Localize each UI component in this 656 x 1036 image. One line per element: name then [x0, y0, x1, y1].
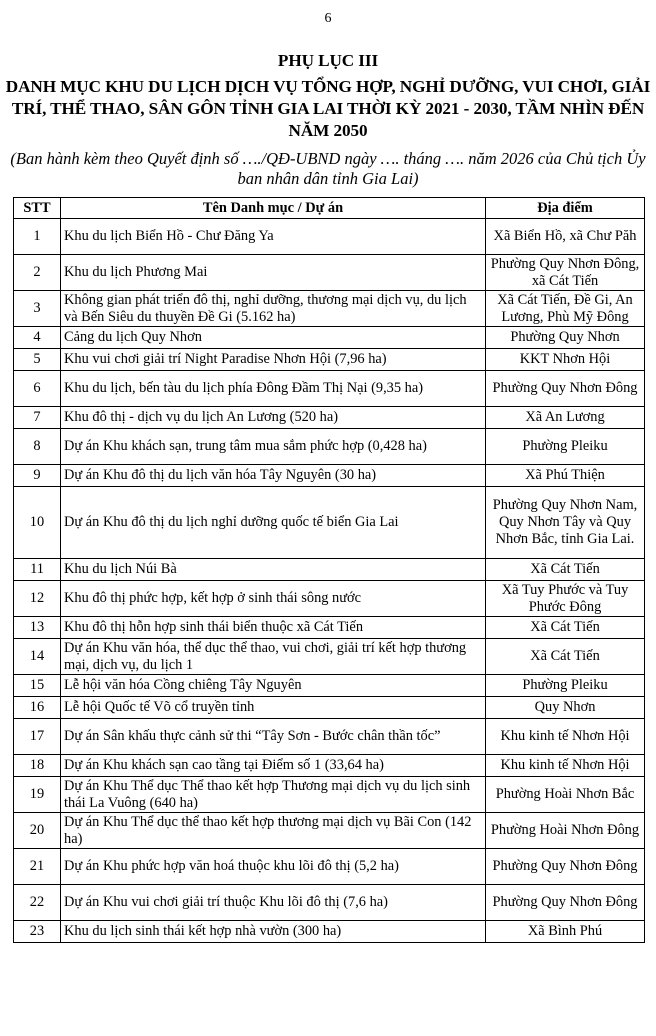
row-stt: 21 — [14, 849, 61, 885]
header-stt: STT — [14, 198, 61, 219]
table-row — [14, 639, 645, 675]
row-stt: 12 — [14, 581, 61, 617]
row-name: Dự án Khu Thể dục Thể thao kết hợp Thương mại dịch vụ du lịch sinh thái La Vuông (640 ha) — [61, 777, 486, 813]
row-name: Lễ hội Quốc tế Võ cổ truyền tỉnh — [61, 697, 486, 719]
row-name: Khu vui chơi giải trí Night Paradise Nhơn Hội (7,96 ha) — [61, 349, 486, 371]
table-row — [14, 255, 645, 291]
table-row — [14, 617, 645, 639]
table-row — [14, 487, 645, 559]
row-stt: 2 — [14, 255, 61, 291]
table-row — [14, 219, 645, 255]
row-stt: 20 — [14, 813, 61, 849]
row-location: Quy Nhơn — [486, 697, 645, 719]
table-row — [14, 465, 645, 487]
row-stt: 6 — [14, 371, 61, 407]
table-row — [14, 719, 645, 755]
row-location: Xã Phú Thiện — [486, 465, 645, 487]
row-stt: 13 — [14, 617, 61, 639]
table-header-row — [14, 198, 645, 219]
row-location: Xã Cát Tiến — [486, 639, 645, 675]
table-row — [14, 407, 645, 429]
row-name: Khu đô thị - dịch vụ du lịch An Lương (520 ha) — [61, 407, 486, 429]
project-table — [13, 197, 645, 943]
table-row — [14, 349, 645, 371]
row-stt: 4 — [14, 327, 61, 349]
row-location: Xã Biển Hồ, xã Chư Păh — [486, 219, 645, 255]
row-location: Phường Quy Nhơn Đông — [486, 885, 645, 921]
row-name: Dự án Khu khách sạn cao tầng tại Điểm số 1 (33,64 ha) — [61, 755, 486, 777]
row-name: Dự án Khu đô thị du lịch nghỉ dưỡng quốc tế biển Gia Lai — [61, 487, 486, 559]
row-location: KKT Nhơn Hội — [486, 349, 645, 371]
header-name: Tên Danh mục / Dự án — [61, 198, 486, 219]
table-row — [14, 291, 645, 327]
row-stt: 23 — [14, 921, 61, 943]
row-stt: 14 — [14, 639, 61, 675]
row-name: Không gian phát triển đô thị, nghỉ dưỡng, thương mại dịch vụ, du lịch và Bến Siêu du thuyền Đề Gi (5.162 ha) — [61, 291, 486, 327]
row-location: Xã Bình Phú — [486, 921, 645, 943]
row-location: Phường Pleiku — [486, 429, 645, 465]
row-stt: 3 — [14, 291, 61, 327]
row-stt: 22 — [14, 885, 61, 921]
row-location: Xã Tuy Phước và Tuy Phước Đông — [486, 581, 645, 617]
row-location: Phường Quy Nhơn Đông — [486, 849, 645, 885]
row-location: Phường Pleiku — [486, 675, 645, 697]
row-name: Dự án Khu đô thị du lịch văn hóa Tây Nguyên (30 ha) — [61, 465, 486, 487]
table-row — [14, 755, 645, 777]
row-name: Dự án Sân khấu thực cảnh sử thi “Tây Sơn - Bước chân thần tốc” — [61, 719, 486, 755]
row-location: Xã Cát Tiến — [486, 559, 645, 581]
row-stt: 15 — [14, 675, 61, 697]
row-stt: 18 — [14, 755, 61, 777]
row-stt: 19 — [14, 777, 61, 813]
table-row — [14, 327, 645, 349]
row-name: Dự án Khu vui chơi giải trí thuộc Khu lõi đô thị (7,6 ha) — [61, 885, 486, 921]
row-stt: 5 — [14, 349, 61, 371]
row-location: Phường Quy Nhơn Nam, Quy Nhơn Tây và Quy Nhơn Bắc, tỉnh Gia Lai. — [486, 487, 645, 559]
row-location: Xã Cát Tiến — [486, 617, 645, 639]
row-name: Dự án Khu khách sạn, trung tâm mua sắm phức hợp (0,428 ha) — [61, 429, 486, 465]
row-name: Khu du lịch Núi Bà — [61, 559, 486, 581]
row-location: Phường Quy Nhơn Đông, xã Cát Tiến — [486, 255, 645, 291]
row-name: Khu du lịch, bến tàu du lịch phía Đông Đầm Thị Nại (9,35 ha) — [61, 371, 486, 407]
row-location: Phường Quy Nhơn — [486, 327, 645, 349]
row-name: Dự án Khu văn hóa, thể dục thể thao, vui chơi, giải trí kết hợp thương mại, dịch vụ, du lịch 1 — [61, 639, 486, 675]
row-location: Phường Quy Nhơn Đông — [486, 371, 645, 407]
row-stt: 7 — [14, 407, 61, 429]
table-row — [14, 371, 645, 407]
row-stt: 17 — [14, 719, 61, 755]
appendix-heading: PHỤ LỤC III — [277, 51, 379, 70]
row-name: Lễ hội văn hóa Cồng chiêng Tây Nguyên — [61, 675, 486, 697]
document-subtitle: (Ban hành kèm theo Quyết định số …./QĐ-UBND ngày …. tháng …. năm 2026 của Chủ tịch Ủy ban nhân dân tỉnh Gia Lai) — [10, 149, 646, 188]
row-location: Khu kinh tế Nhơn Hội — [486, 719, 645, 755]
table-row — [14, 429, 645, 465]
table-row — [14, 559, 645, 581]
table-row — [14, 675, 645, 697]
table-row — [14, 697, 645, 719]
table-row — [14, 777, 645, 813]
header-location: Địa điểm — [486, 198, 645, 219]
row-location: Phường Hoài Nhơn Bắc — [486, 777, 645, 813]
row-location: Phường Hoài Nhơn Đông — [486, 813, 645, 849]
row-stt: 9 — [14, 465, 61, 487]
table-row — [14, 849, 645, 885]
row-name: Khu du lịch Biển Hồ - Chư Đăng Ya — [61, 219, 486, 255]
table-row — [14, 921, 645, 943]
row-stt: 10 — [14, 487, 61, 559]
row-name: Dự án Khu phức hợp văn hoá thuộc khu lõi đô thị (5,2 ha) — [61, 849, 486, 885]
row-stt: 11 — [14, 559, 61, 581]
document-title: DANH MỤC KHU DU LỊCH DỊCH VỤ TỔNG HỢP, NGHỈ DƯỠNG, VUI CHƠI, GIẢI TRÍ, THỂ THAO, SÂN GÔN TỈNH GIA LAI THỜI KỲ 2021 - 2030, TẦM NHÌN ĐẾN NĂM 2050 — [5, 77, 651, 140]
row-name: Dự án Khu Thể dục thể thao kết hợp thương mại dịch vụ Bãi Con (142 ha) — [61, 813, 486, 849]
row-name: Khu đô thị phức hợp, kết hợp ở sinh thái sông nước — [61, 581, 486, 617]
row-location: Khu kinh tế Nhơn Hội — [486, 755, 645, 777]
row-name: Khu du lịch Phương Mai — [61, 255, 486, 291]
row-location: Xã Cát Tiến, Đề Gi, An Lương, Phù Mỹ Đông — [486, 291, 645, 327]
table-row — [14, 885, 645, 921]
row-stt: 8 — [14, 429, 61, 465]
row-name: Khu du lịch sinh thái kết hợp nhà vườn (300 ha) — [61, 921, 486, 943]
row-location: Xã An Lương — [486, 407, 645, 429]
row-name: Khu đô thị hỗn hợp sinh thái biển thuộc xã Cát Tiến — [61, 617, 486, 639]
row-stt: 16 — [14, 697, 61, 719]
row-stt: 1 — [14, 219, 61, 255]
page-number: 6 — [324, 11, 332, 26]
table-row — [14, 581, 645, 617]
row-name: Cảng du lịch Quy Nhơn — [61, 327, 486, 349]
table-row — [14, 813, 645, 849]
